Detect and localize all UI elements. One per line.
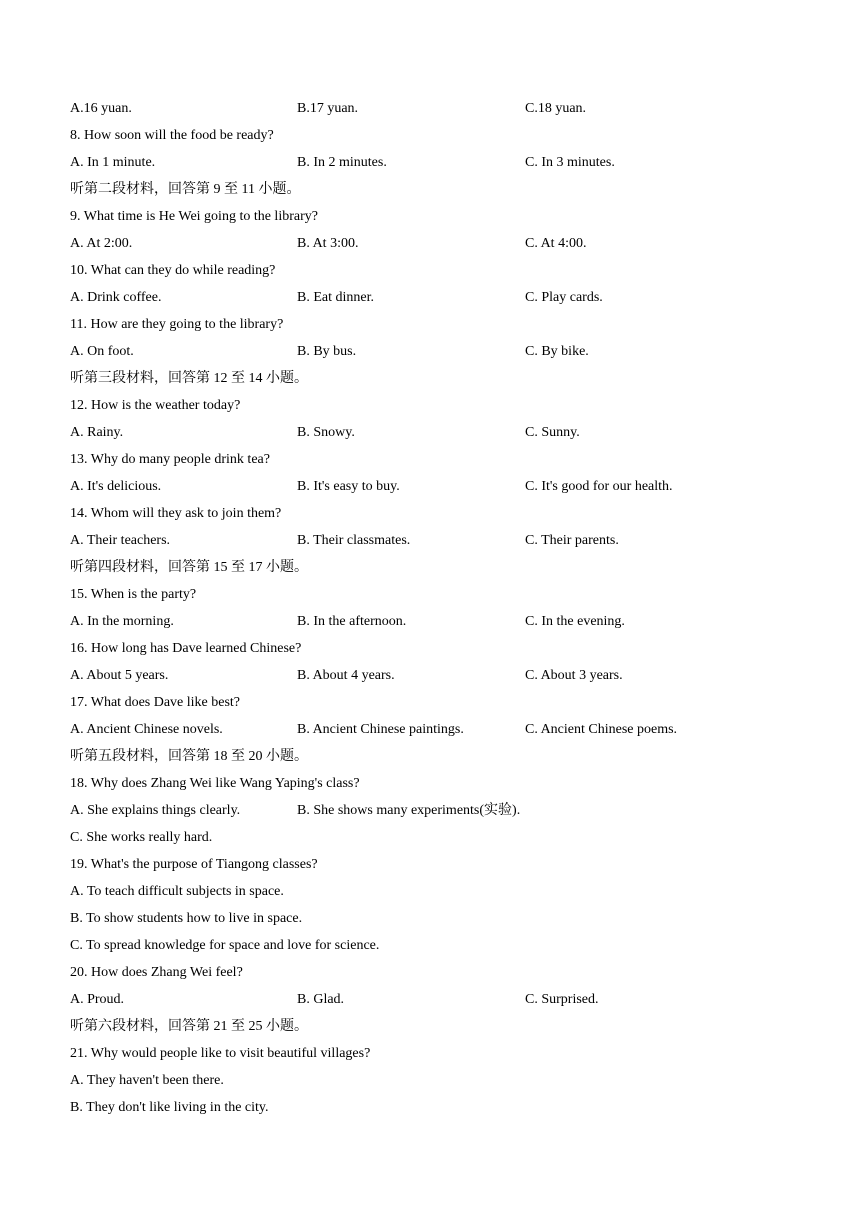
section-instruction-label: 听第五段材料，回答第 18 至 20 小题。	[70, 749, 308, 764]
option-a: A. It's delicious.	[70, 479, 162, 494]
option-a: A. She explains things clearly.	[70, 803, 241, 818]
option-row	[70, 284, 810, 311]
option-c: C. In 3 minutes.	[525, 155, 615, 170]
section-instruction-label: 听第三段材料，回答第 12 至 14 小题。	[70, 371, 308, 386]
question-text-label: 9. What time is He Wei going to the library?	[70, 209, 318, 224]
option-c: C. Play cards.	[525, 290, 603, 305]
option-b: B. Glad.	[297, 992, 345, 1007]
option-a: A. About 5 years.	[70, 668, 169, 683]
option-b: B. She shows many experiments(实验).	[297, 803, 521, 818]
question-text	[70, 635, 810, 662]
option-a: A. Ancient Chinese novels.	[70, 722, 223, 737]
question-text-label: 21. Why would people like to visit beautiful villages?	[70, 1046, 371, 1061]
option-c: C. Ancient Chinese poems.	[525, 722, 678, 737]
option-a: A. At 2:00.	[70, 236, 133, 251]
option-row	[70, 473, 810, 500]
option-row	[70, 419, 810, 446]
option-b: B. In the afternoon.	[297, 614, 407, 629]
option-text	[70, 1094, 810, 1121]
question-text	[70, 770, 810, 797]
option-text-label: B. They don't like living in the city.	[70, 1100, 269, 1115]
option-b: B. Snowy.	[297, 425, 355, 440]
option-row	[70, 338, 810, 365]
option-row	[70, 797, 810, 824]
question-text	[70, 203, 810, 230]
question-text-label: 11. How are they going to the library?	[70, 317, 284, 332]
question-text-label: 8. How soon will the food be ready?	[70, 128, 274, 143]
option-row	[70, 527, 810, 554]
exam-content	[70, 95, 810, 1121]
option-b: B.17 yuan.	[297, 101, 359, 116]
option-row	[70, 716, 810, 743]
option-a: A. On foot.	[70, 344, 134, 359]
option-row	[70, 608, 810, 635]
option-c: C. Surprised.	[525, 992, 599, 1007]
option-text	[70, 932, 810, 959]
option-text	[70, 905, 810, 932]
question-text	[70, 689, 810, 716]
option-a: A. Their teachers.	[70, 533, 171, 548]
question-text-label: 10. What can they do while reading?	[70, 263, 276, 278]
question-text	[70, 581, 810, 608]
question-text-label: 18. Why does Zhang Wei like Wang Yaping's class?	[70, 776, 360, 791]
question-text-label: 17. What does Dave like best?	[70, 695, 241, 710]
option-a: A. In 1 minute.	[70, 155, 156, 170]
option-b: B. At 3:00.	[297, 236, 359, 251]
question-text	[70, 311, 810, 338]
option-row	[70, 230, 810, 257]
option-text	[70, 1067, 810, 1094]
section-instruction	[70, 554, 810, 581]
question-text-label: 13. Why do many people drink tea?	[70, 452, 270, 467]
option-row	[70, 986, 810, 1013]
section-instruction	[70, 743, 810, 770]
option-text	[70, 824, 810, 851]
question-text-label: 15. When is the party?	[70, 587, 197, 602]
option-b: B. Eat dinner.	[297, 290, 374, 305]
option-text-label: C. She works really hard.	[70, 830, 213, 845]
question-text	[70, 392, 810, 419]
option-text-label: C. To spread knowledge for space and love for science.	[70, 938, 380, 953]
option-row	[70, 95, 810, 122]
option-row	[70, 662, 810, 689]
section-instruction-label: 听第四段材料，回答第 15 至 17 小题。	[70, 560, 308, 575]
option-a: A.16 yuan.	[70, 101, 132, 116]
question-text-label: 14. Whom will they ask to join them?	[70, 506, 282, 521]
option-c: C. Their parents.	[525, 533, 619, 548]
question-text-label: 16. How long has Dave learned Chinese?	[70, 641, 302, 656]
option-b: B. By bus.	[297, 344, 357, 359]
option-b: B. Their classmates.	[297, 533, 411, 548]
option-c: C. It's good for our health.	[525, 479, 673, 494]
option-b: B. It's easy to buy.	[297, 479, 400, 494]
section-instruction-label: 听第六段材料，回答第 21 至 25 小题。	[70, 1019, 308, 1034]
option-c: C. By bike.	[525, 344, 589, 359]
question-text	[70, 959, 810, 986]
option-b: B. About 4 years.	[297, 668, 395, 683]
option-text	[70, 878, 810, 905]
question-text	[70, 446, 810, 473]
section-instruction	[70, 365, 810, 392]
question-text	[70, 122, 810, 149]
section-instruction-label: 听第二段材料，回答第 9 至 11 小题。	[70, 182, 301, 197]
option-a: A. Drink coffee.	[70, 290, 162, 305]
question-text-label: 19. What's the purpose of Tiangong classes?	[70, 857, 318, 872]
option-a: A. In the morning.	[70, 614, 174, 629]
question-text	[70, 851, 810, 878]
option-text-label: A. They haven't been there.	[70, 1073, 224, 1088]
option-b: B. In 2 minutes.	[297, 155, 387, 170]
option-c: C. At 4:00.	[525, 236, 587, 251]
option-text-label: B. To show students how to live in space.	[70, 911, 303, 926]
question-text	[70, 1040, 810, 1067]
option-b: B. Ancient Chinese paintings.	[297, 722, 464, 737]
option-text-label: A. To teach difficult subjects in space.	[70, 884, 284, 899]
question-text-label: 20. How does Zhang Wei feel?	[70, 965, 243, 980]
option-a: A. Proud.	[70, 992, 125, 1007]
question-text	[70, 257, 810, 284]
option-a: A. Rainy.	[70, 425, 124, 440]
section-instruction	[70, 1013, 810, 1040]
option-c: C. In the evening.	[525, 614, 625, 629]
option-c: C. Sunny.	[525, 425, 580, 440]
option-c: C.18 yuan.	[525, 101, 587, 116]
option-row	[70, 149, 810, 176]
option-c: C. About 3 years.	[525, 668, 623, 683]
question-text	[70, 500, 810, 527]
question-text-label: 12. How is the weather today?	[70, 398, 241, 413]
section-instruction	[70, 176, 810, 203]
